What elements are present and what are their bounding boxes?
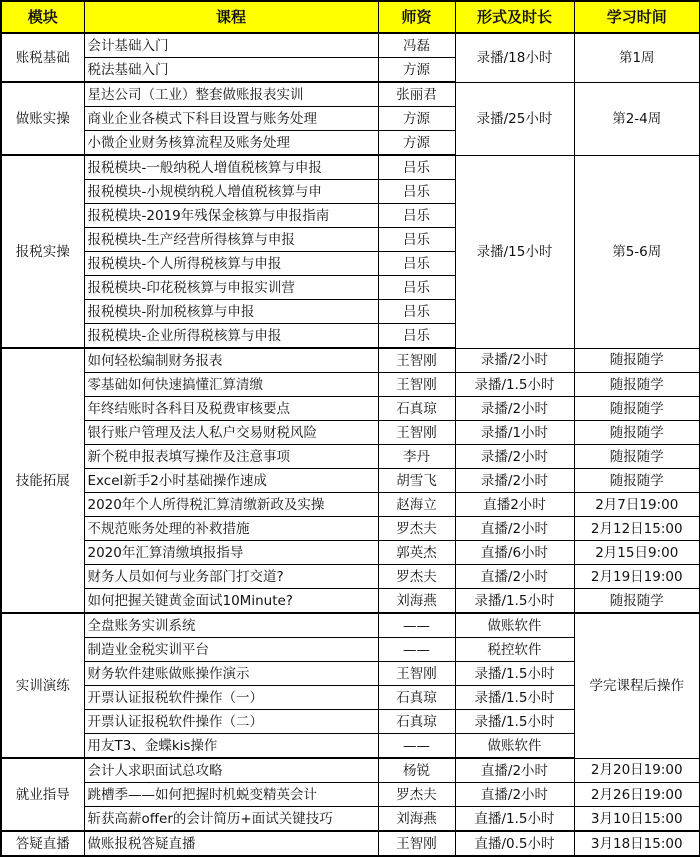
module-cell: 报税实操 [1, 155, 84, 348]
teacher-cell: 吕乐 [378, 204, 455, 228]
time-cell: 3月18日15:00 [574, 831, 700, 856]
time-cell: 第2-4周 [574, 82, 700, 155]
teacher-cell: 罗杰夫 [378, 783, 455, 807]
table-row [1, 613, 700, 638]
format-cell: 录播/1.5小时 [455, 589, 574, 614]
teacher-cell: 王智刚 [378, 831, 455, 856]
table-row [1, 397, 700, 421]
time-cell: 随报随学 [574, 445, 700, 469]
course-cell: Excel新手2小时基础操作速成 [84, 469, 378, 493]
course-cell: 税法基础入门 [84, 58, 378, 83]
teacher-cell: 石真琼 [378, 397, 455, 421]
format-cell: 录播/2小时 [455, 348, 574, 373]
format-cell: 直播/6小时 [455, 541, 574, 565]
teacher-cell: 吕乐 [378, 276, 455, 300]
format-cell: 直播/2小时 [455, 783, 574, 807]
time-cell: 随报随学 [574, 421, 700, 445]
teacher-cell: 杨锐 [378, 758, 455, 783]
format-cell: 录播/2小时 [455, 397, 574, 421]
course-cell: 斩获高薪offer的会计简历+面试关键技巧 [84, 807, 378, 832]
teacher-cell: 李丹 [378, 445, 455, 469]
course-cell: 不规范账务处理的补救措施 [84, 517, 378, 541]
course-cell: 报税模块-小规模纳税人增值税核算与申 [84, 180, 378, 204]
teacher-cell: 刘海燕 [378, 807, 455, 832]
course-cell: 报税模块-企业所得税核算与申报 [84, 324, 378, 349]
table-row [1, 807, 700, 832]
time-cell: 随报随学 [574, 348, 700, 373]
course-cell: 报税模块-附加税核算与申报 [84, 300, 378, 324]
time-cell: 2月15日9:00 [574, 541, 700, 565]
course-cell: 制造业金税实训平台 [84, 638, 378, 662]
header-teacher: 师资 [378, 1, 455, 33]
teacher-cell: 方源 [378, 58, 455, 83]
table-row [1, 469, 700, 493]
format-cell: 录播/1.5小时 [455, 662, 574, 686]
teacher-cell: 王智刚 [378, 662, 455, 686]
time-cell: 随报随学 [574, 397, 700, 421]
teacher-cell: 吕乐 [378, 252, 455, 276]
format-cell: 录播/2小时 [455, 469, 574, 493]
time-cell: 2月20日19:00 [574, 758, 700, 783]
time-cell: 随报随学 [574, 589, 700, 614]
table-row [1, 589, 700, 614]
teacher-cell: 吕乐 [378, 300, 455, 324]
teacher-cell: 张丽君 [378, 82, 455, 107]
teacher-cell: 吕乐 [378, 155, 455, 180]
course-cell: 商业企业各模式下科目设置与账务处理 [84, 107, 378, 131]
time-cell: 2月19日19:00 [574, 565, 700, 589]
format-cell: 直播/0.5小时 [455, 831, 574, 856]
table-row [1, 155, 700, 180]
table-row [1, 541, 700, 565]
teacher-cell: 石真琼 [378, 686, 455, 710]
format-cell: 直播/2小时 [455, 565, 574, 589]
teacher-cell: 王智刚 [378, 348, 455, 373]
teacher-cell: —— [378, 734, 455, 759]
header-format: 形式及时长 [455, 1, 574, 33]
table-row [1, 421, 700, 445]
module-cell: 就业指导 [1, 758, 84, 831]
time-cell: 2月7日19:00 [574, 493, 700, 517]
time-cell: 第1周 [574, 33, 700, 82]
table-row [1, 445, 700, 469]
format-cell: 直播/2小时 [455, 758, 574, 783]
format-cell: 录播/1小时 [455, 421, 574, 445]
time-cell: 随报随学 [574, 373, 700, 397]
table-row [1, 493, 700, 517]
format-cell: 做账软件 [455, 734, 574, 759]
format-cell: 录播/18小时 [455, 33, 574, 82]
course-cell: 零基础如何快速搞懂汇算清缴 [84, 373, 378, 397]
course-cell: 跳槽季——如何把握时机蜕变精英会计 [84, 783, 378, 807]
course-cell: 报税模块-印花税核算与申报实训营 [84, 276, 378, 300]
table-row [1, 373, 700, 397]
teacher-cell: —— [378, 613, 455, 638]
module-cell: 答疑直播 [1, 831, 84, 856]
table-row [1, 758, 700, 783]
course-cell: 会计基础入门 [84, 33, 378, 58]
course-cell: 报税模块-2019年残保金核算与申报指南 [84, 204, 378, 228]
course-cell: 2020年汇算清缴填报指导 [84, 541, 378, 565]
teacher-cell: 吕乐 [378, 324, 455, 349]
teacher-cell: 罗杰夫 [378, 565, 455, 589]
format-cell: 录播/15小时 [455, 155, 574, 348]
header-course: 课程 [84, 1, 378, 33]
format-cell: 直播/2小时 [455, 517, 574, 541]
format-cell: 录播/2小时 [455, 445, 574, 469]
teacher-cell: 胡雪飞 [378, 469, 455, 493]
course-cell: 做账报税答疑直播 [84, 831, 378, 856]
course-cell: 星达公司（工业）整套做账报表实训 [84, 82, 378, 107]
time-cell: 2月12日15:00 [574, 517, 700, 541]
time-cell: 2月26日19:00 [574, 783, 700, 807]
time-cell: 第5-6周 [574, 155, 700, 348]
teacher-cell: 赵海立 [378, 493, 455, 517]
format-cell: 直播/1.5小时 [455, 807, 574, 832]
teacher-cell: —— [378, 638, 455, 662]
time-cell: 学完课程后操作 [574, 613, 700, 758]
teacher-cell: 方源 [378, 131, 455, 156]
course-cell: 报税模块-个人所得税核算与申报 [84, 252, 378, 276]
format-cell: 录播/1.5小时 [455, 710, 574, 734]
course-cell: 用友T3、金蝶kis操作 [84, 734, 378, 759]
course-cell: 如何把握关键黄金面试10Minute? [84, 589, 378, 614]
module-cell: 实训演练 [1, 613, 84, 758]
teacher-cell: 石真琼 [378, 710, 455, 734]
course-cell: 财务软件建账做账操作演示 [84, 662, 378, 686]
teacher-cell: 冯磊 [378, 33, 455, 58]
course-cell: 报税模块-生产经营所得核算与申报 [84, 228, 378, 252]
course-cell: 开票认证报税软件操作（二） [84, 710, 378, 734]
format-cell: 录播/1.5小时 [455, 373, 574, 397]
course-cell: 小微企业财务核算流程及账务处理 [84, 131, 378, 156]
course-cell: 2020年个人所得税汇算清缴新政及实操 [84, 493, 378, 517]
teacher-cell: 罗杰夫 [378, 517, 455, 541]
course-cell: 银行账户管理及法人私户交易财税风险 [84, 421, 378, 445]
teacher-cell: 郭英杰 [378, 541, 455, 565]
format-cell: 录播/25小时 [455, 82, 574, 155]
header-module: 模块 [1, 1, 84, 33]
course-cell: 财务人员如何与业务部门打交道? [84, 565, 378, 589]
table-row [1, 517, 700, 541]
module-cell: 技能拓展 [1, 348, 84, 613]
time-cell: 随报随学 [574, 469, 700, 493]
module-cell: 账税基础 [1, 33, 84, 82]
time-cell: 3月10日15:00 [574, 807, 700, 832]
format-cell: 做账软件 [455, 613, 574, 638]
course-cell: 开票认证报税软件操作（一） [84, 686, 378, 710]
table-row [1, 82, 700, 107]
course-cell: 年终结账时各科目及税费审核要点 [84, 397, 378, 421]
table-row [1, 33, 700, 58]
module-cell: 做账实操 [1, 82, 84, 155]
teacher-cell: 吕乐 [378, 228, 455, 252]
teacher-cell: 刘海燕 [378, 589, 455, 614]
course-cell: 如何轻松编制财务报表 [84, 348, 378, 373]
format-cell: 直播2小时 [455, 493, 574, 517]
format-cell: 录播/1.5小时 [455, 686, 574, 710]
header-time: 学习时间 [574, 1, 700, 33]
teacher-cell: 王智刚 [378, 421, 455, 445]
format-cell: 税控软件 [455, 638, 574, 662]
course-cell: 全盘账务实训系统 [84, 613, 378, 638]
header-row [1, 1, 700, 33]
course-cell: 新个税申报表填写操作及注意事项 [84, 445, 378, 469]
table-row [1, 348, 700, 373]
teacher-cell: 方源 [378, 107, 455, 131]
table-row [1, 831, 700, 856]
course-cell: 会计人求职面试总攻略 [84, 758, 378, 783]
table-row [1, 565, 700, 589]
teacher-cell: 吕乐 [378, 180, 455, 204]
table-row [1, 783, 700, 807]
teacher-cell: 王智刚 [378, 373, 455, 397]
course-cell: 报税模块-一般纳税人增值税核算与申报 [84, 155, 378, 180]
